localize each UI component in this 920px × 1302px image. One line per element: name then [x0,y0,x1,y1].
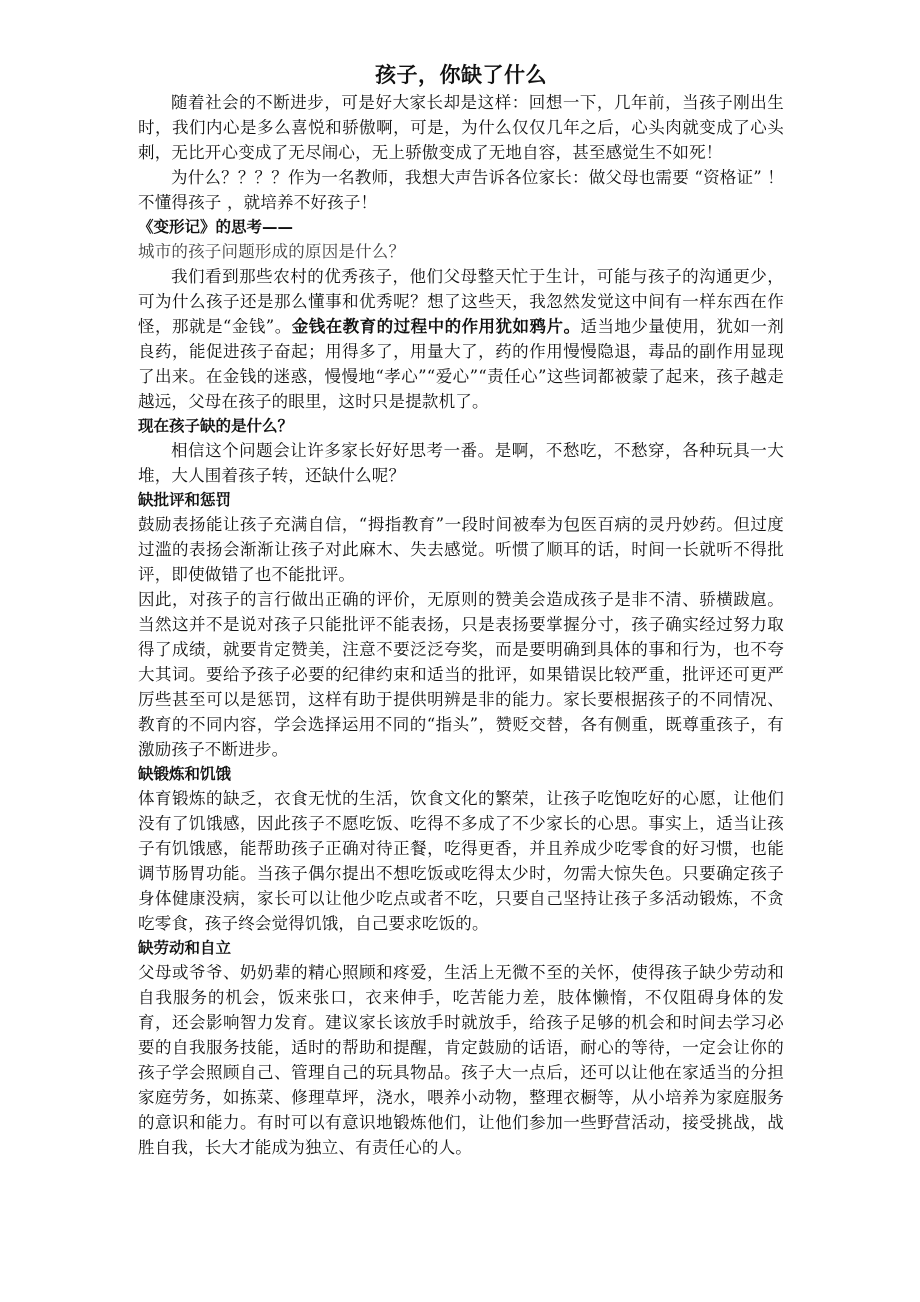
section-heading-exercise: 缺锻炼和饥饿 [138,765,232,783]
section-heading-labor: 缺劳动和自立 [138,939,232,957]
money-paragraph [138,264,784,414]
section-heading-criticism: 缺批评和惩罚 [138,491,232,509]
money-highlight: 金钱在教育的过程中的作用犹如鸦片。 [291,317,581,336]
section-heading-what-missing: 现在孩子缺的是什么？ [138,417,294,435]
labor-paragraph: 父母或爷爷、奶奶辈的精心照顾和疼爱，生活上无微不至的关怀，使得孩子缺少劳动和自我服务的机会，饭来张口，衣来伸手，吃苦能力差，肢体懒惰，不仅阻碍身体的发育，还会影响智力发育。建议家长该放手时就放手，给孩子足够的机会和时间去学习必要的自我服务技能，适时的帮助和提醒，肯定鼓励的话语，耐心的等待，一定会让你的孩子学会照顾自己、管理自己的玩具物品。孩子大一点后，还可以让他在家适当的分担家庭劳务，如拣菜、修理草坪，浇水，喂养小动物，整理衣橱等，从小培养为家庭服务的意识和能力。有时可以有意识地锻炼他们，让他们参加一些野营活动，接受挑战，战胜自我，长大才能成为独立、有责任心的人。 [138,963,784,1157]
criticism-paragraph-1: 鼓励表扬能让孩子充满自信，“拇指教育”一段时间被奉为包医百病的灵丹妙药。但过度过滥的表扬会渐渐让孩子对此麻木、失去感觉。听惯了顺耳的话，时间一长就听不得批评，即使做错了也不能批评。 [138,515,784,584]
intro-paragraph-2: 为什么？？？？作为一名教师，我想大声告诉各位家长：做父母也需要 “资格证” ！不懂得孩子 ，就培养不好孩子！ [138,168,784,212]
document-page [138,60,784,1160]
section-subheading-city-children: 城市的孩子问题形成的原因是什么？ [138,242,406,261]
money-paragraph-part-2: 适当地少量使用，犹如一剂良药，能促进孩子奋起；用得多了，用量大了，药的作用慢慢隐退，毒品的副作用显现了出来。在金钱的迷惑，慢慢地“孝心”“爱心”“责任心”这些词都被蒙了起来，孩子越走越远，父母在孩子的眼里，这时只是提款机了。 [138,317,784,411]
criticism-paragraph-2: 因此，对孩子的言行做出正确的评价，无原则的赞美会造成孩子是非不清、骄横跋扈。当然这并不是说对孩子只能批评不能表扬，只是表扬要掌握分寸，孩子确实经过努力取得了成绩，就要肯定赞美，注意不要泛泛夸奖，而是要明确到具体的事和行为，也不夸大其词。要给予孩子必要的纪律约束和适当的批评，如果错误比较严重，批评还可更严厉些甚至可以是惩罚，这样有助于提供明辨是非的能力。家长要根据孩子的不同情况、教育的不同内容，学会选择运用不同的“指头”，赞贬交替，各有侧重，既尊重孩子，有激励孩子不断进步。 [138,590,784,759]
page-title: 孩子，你缺了什么 [375,63,547,87]
what-missing-paragraph: 相信这个问题会让许多家长好好思考一番。是啊，不愁吃，不愁穿，各种玩具一大堆，大人围着孩子转，还缺什么呢？ [138,441,784,485]
section-heading-metamorphosis: 《变形记》的思考—— [138,218,294,236]
money-paragraph-part-1: 我们看到那些农村的优秀孩子，他们父母整天忙于生计，可能与孩子的沟通更少，可为什么孩子还是那么懂事和优秀呢？想了这些天，我忽然发觉这中间有一样东西在作怪，那就是“金钱”。 [138,267,784,336]
intro-paragraph-1: 随着社会的不断进步，可是好大家长却是这样：回想一下，几年前，当孩子刚出生时，我们内心是多么喜悦和骄傲啊，可是，为什么仅仅几年之后，心头肉就变成了心头刺，无比开心变成了无尽闹心，无上骄傲变成了无地自容，甚至感觉生不如死！ [138,93,784,162]
exercise-paragraph: 体育锻炼的缺乏，衣食无忧的生活，饮食文化的繁荣，让孩子吃饱吃好的心愿，让他们没有了饥饿感，因此孩子不愿吃饭、吃得不多成了不少家长的心思。事实上，适当让孩子有饥饿感，能帮助孩子正确对待正餐，吃得更香，并且养成少吃零食的好习惯，也能调节肠胃功能。当孩子偶尔提出不想吃饭或吃得太少时，勿需大惊失色。只要确定孩子身体健康没病，家长可以让他少吃点或者不吃，只要自己坚持让孩子多活动锻炼，不贪吃零食，孩子终会觉得饥饿，自己要求吃饭的。 [138,789,784,933]
